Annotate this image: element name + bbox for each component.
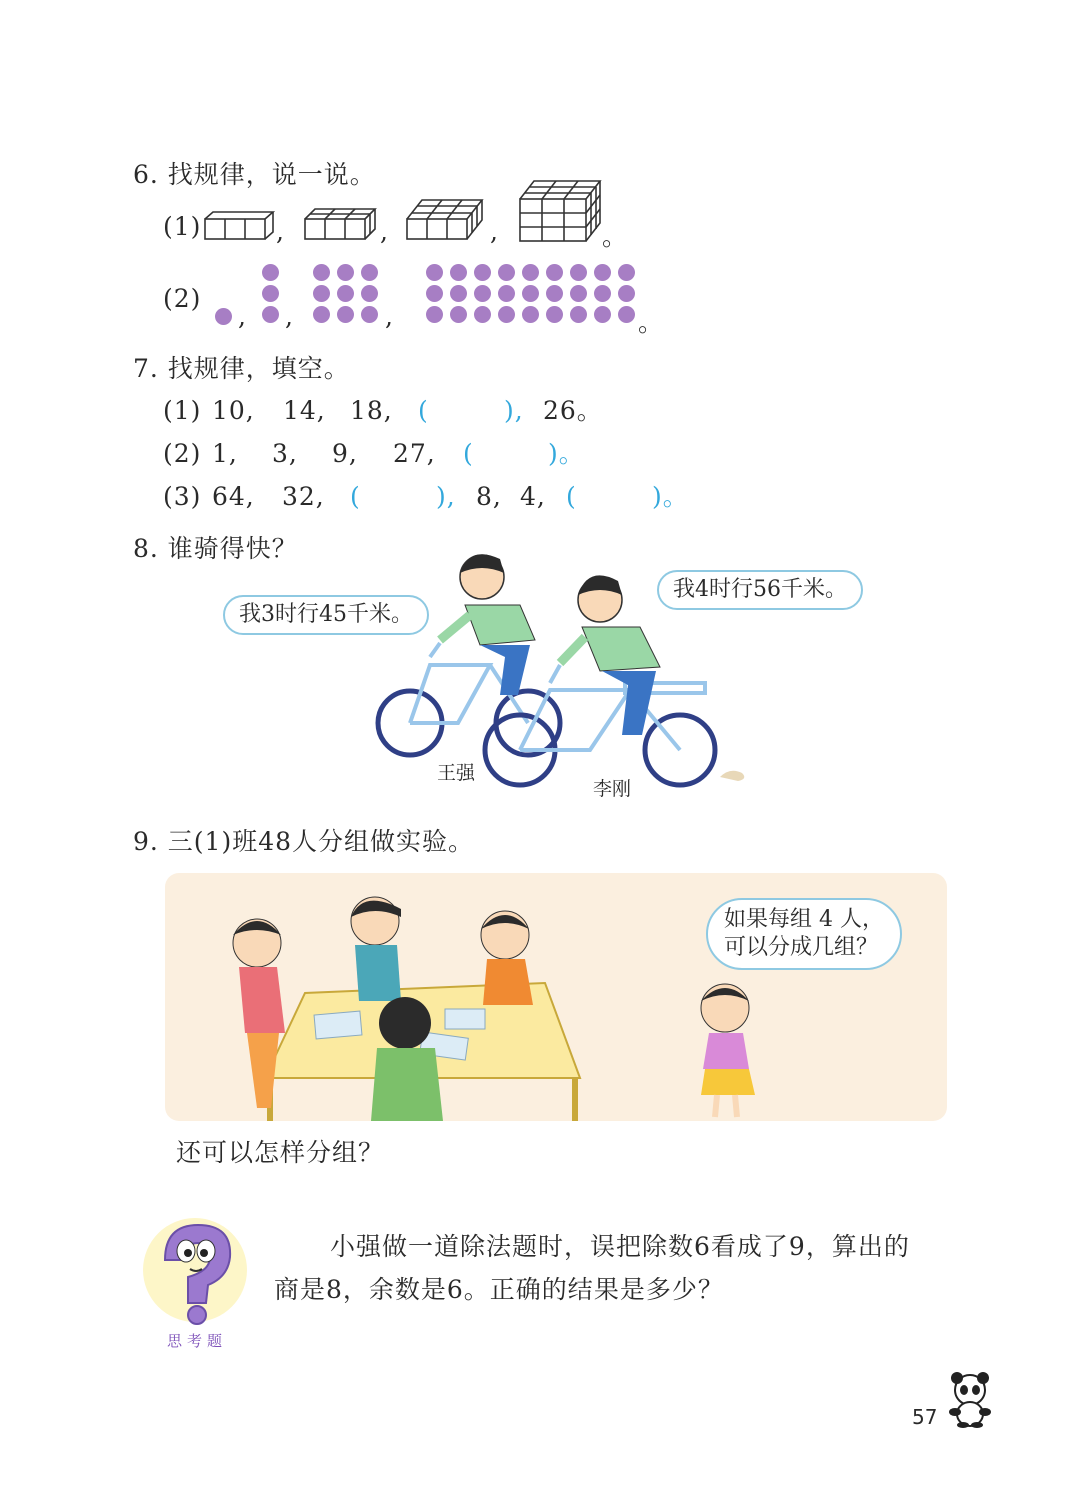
dot (522, 264, 539, 281)
dot (618, 306, 635, 323)
dot (313, 306, 330, 323)
name-label-li: 李刚 (593, 778, 632, 800)
q7-line-1-term: 26。 (543, 396, 603, 425)
dot (215, 308, 232, 325)
q7-title: 7. 找规律，填空。 (133, 354, 350, 383)
q7-line-1-term: 10, (212, 396, 255, 425)
answer-blank-open[interactable]: ( (566, 482, 577, 511)
dot (450, 264, 467, 281)
dot (361, 264, 378, 281)
dot (426, 264, 443, 281)
answer-blank-close[interactable]: ), (504, 396, 524, 425)
dot (474, 264, 491, 281)
q7-line-2-term: 27, (393, 439, 436, 468)
dot (313, 285, 330, 302)
answer-blank-open[interactable]: ( (350, 482, 361, 511)
dot (570, 264, 587, 281)
dot (546, 264, 563, 281)
dot (546, 285, 563, 302)
q6-p2-sep3: , (385, 302, 394, 331)
answer-blank-open[interactable]: ( (418, 396, 429, 425)
q7-line-3-label: (3) (163, 482, 202, 511)
answer-blank-close[interactable]: )。 (652, 482, 689, 511)
q6-p2-end: 。 (638, 308, 665, 337)
dot (426, 285, 443, 302)
dot (594, 264, 611, 281)
speech-girl-line2: 可以分成几组？ (724, 935, 879, 960)
dot (262, 285, 279, 302)
q9-followup: 还可以怎样分组？ (176, 1138, 385, 1167)
q7-line-2-term: 1, (212, 439, 238, 468)
panda-icon (945, 1372, 995, 1428)
dot (262, 306, 279, 323)
q7-line-2-term: 3, (272, 439, 298, 468)
q6-p1-sep2: , (380, 217, 389, 246)
q7-line-1-label: (1) (163, 396, 202, 425)
q9-title: 9. 三(1)班48人分组做实验。 (133, 827, 475, 856)
dot (594, 306, 611, 323)
dot (337, 306, 354, 323)
dot (361, 285, 378, 302)
dot (522, 306, 539, 323)
speech-bubble-girl (706, 898, 902, 970)
q6-title: 6. 找规律，说一说。 (133, 160, 376, 189)
dot (570, 285, 587, 302)
q8-title: 8. 谁骑得快？ (133, 534, 298, 563)
bike-riders-illustration (370, 545, 770, 805)
page-number: 57 (912, 1405, 938, 1429)
q6-p1-sep3: , (490, 217, 499, 246)
dot (337, 285, 354, 302)
dot (522, 285, 539, 302)
q7-line-2-label: (2) (163, 439, 202, 468)
think-line-1: 小强做一道除法题时，误把除数6看成了9，算出的 (330, 1232, 910, 1261)
dot (313, 264, 330, 281)
speech-girl-line1: 如果每组 4 人， (724, 907, 884, 932)
dot (546, 306, 563, 323)
q7-line-3-term: 4, (520, 482, 546, 511)
q7-line-3-term: 8, (476, 482, 502, 511)
answer-blank-open[interactable]: ( (463, 439, 474, 468)
dot (474, 306, 491, 323)
think-badge-label: 思考题 (167, 1332, 228, 1350)
speech-li-text: 我4时行56千米。 (673, 577, 847, 602)
dot (498, 264, 515, 281)
dot (498, 285, 515, 302)
question-mark-mascot-icon (140, 1215, 250, 1330)
dot (337, 264, 354, 281)
q6-p1-label: (1) (163, 212, 202, 241)
q6-p1-end: 。 (602, 222, 629, 251)
q6-p2-sep2: , (285, 302, 294, 331)
q7-line-3-term: 64, (212, 482, 255, 511)
q6-p2-label: (2) (163, 284, 202, 313)
dot (262, 264, 279, 281)
dot (474, 285, 491, 302)
dot (361, 306, 378, 323)
answer-blank-close[interactable]: )。 (548, 439, 585, 468)
q7-line-2-term: 9, (332, 439, 358, 468)
dot (618, 285, 635, 302)
speech-wang-text: 我3时行45千米。 (239, 602, 413, 627)
q6-p1-sep1: , (276, 217, 285, 246)
answer-blank-close[interactable]: ), (436, 482, 456, 511)
dot (450, 306, 467, 323)
dot-pattern-sequence (0, 0, 1080, 340)
q7-line-1-term: 18, (350, 396, 393, 425)
think-line-2: 商是8，余数是6。正确的结果是多少？ (274, 1275, 724, 1304)
dot (570, 306, 587, 323)
dot (618, 264, 635, 281)
dot (426, 306, 443, 323)
dot (594, 285, 611, 302)
dot (450, 285, 467, 302)
q7-line-1-term: 14, (283, 396, 326, 425)
q6-p2-sep1: , (238, 302, 247, 331)
name-label-wang: 王强 (437, 762, 476, 784)
q7-line-3-term: 32, (282, 482, 325, 511)
dot (498, 306, 515, 323)
